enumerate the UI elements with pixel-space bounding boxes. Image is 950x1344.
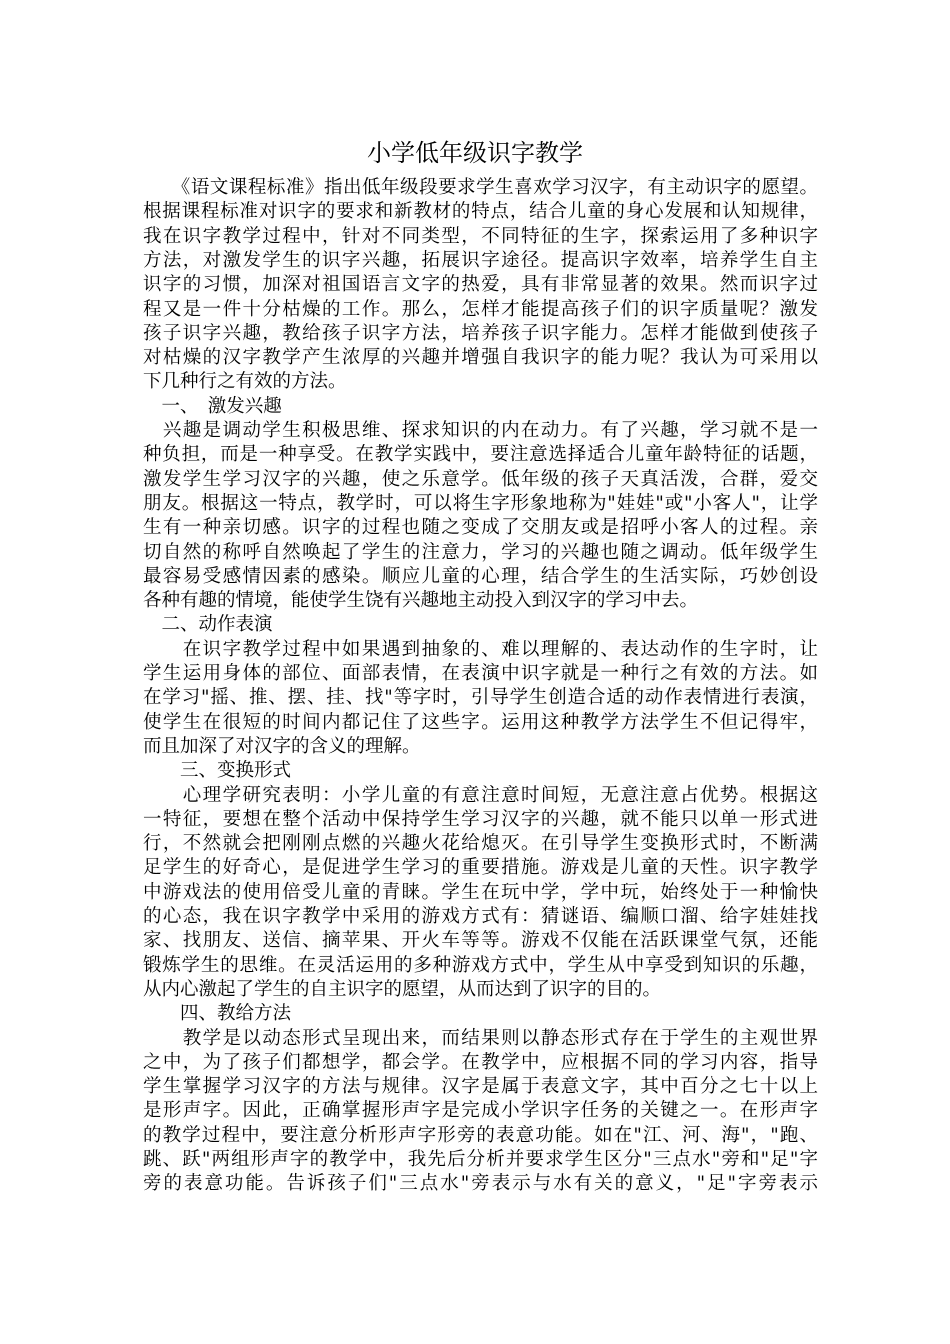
text-line: 方法，对激发学生的识字兴趣，拓展识字途径。提高识字效率，培养学生自主: [143, 249, 818, 271]
text-line: 三、变换形式: [143, 760, 292, 782]
text-line: 旁的表意功能。告诉孩子们"三点水"旁表示与水有关的意义，"足"字旁表示: [143, 1173, 818, 1195]
text-line: 孩子识字兴趣，教给孩子识字方法，培养孩子识字能力。怎样才能做到使孩子: [143, 322, 818, 344]
text-line: 激发学生学习汉字的兴趣，使之乐意学。低年级的孩子天真活泼，合群，爱交: [143, 468, 818, 490]
text-line: 四、教给方法: [143, 1003, 292, 1025]
text-line: 中游戏法的使用倍受儿童的青睐。学生在玩中学，学中玩，始终处于一种愉快: [143, 881, 818, 903]
text-line: 程又是一件十分枯燥的工作。那么，怎样才能提高孩子们的识字质量呢？激发: [143, 298, 818, 320]
text-line: 各种有趣的情境，能使学生饶有兴趣地主动投入到汉字的学习中去。: [143, 590, 699, 612]
text-line: 对枯燥的汉字教学产生浓厚的兴趣并增强自我识字的能力呢？我认为可采用以: [143, 347, 818, 369]
text-line: 的心态，我在识字教学中采用的游戏方式有：猜谜语、编顺口溜、给字娃娃找: [143, 906, 818, 927]
text-line: 跳、跃"两组形声字的教学中，我先后分析并要求学生区分"三点水"旁和"足"字: [143, 1149, 818, 1170]
text-line: 根据课程标准对识字的要求和新教材的特点，结合儿童的身心发展和认知规律，: [143, 201, 818, 223]
text-line: 学生运用身体的部位、面部表情，在表演中识字就是一种行之有效的方法。如: [143, 663, 818, 684]
text-line: 一、 激发兴趣: [143, 395, 282, 417]
text-line: 《语文课程标准》指出低年级段要求学生喜欢学习汉字，有主动识字的愿望。: [143, 177, 818, 198]
text-line: 下几种行之有效的方法。: [143, 371, 347, 393]
text-line: 而且加深了对汉字的含义的理解。: [143, 735, 421, 757]
text-line: 的教学过程中，要注意分析形声字形旁的表意功能。如在"江、河、海"，"跑、: [143, 1124, 818, 1146]
text-line: 行，不然就会把刚刚点燃的兴趣火花给熄灭。在引导学生变换形式时，不断满: [143, 833, 818, 855]
text-line: 种负担，而是一种享受。在教学实践中，要注意选择适合儿童年龄特征的话题，: [143, 444, 818, 466]
text-line: 二、动作表演: [143, 614, 273, 636]
text-line: 我在识字教学过程中，针对不同类型，不同特征的生字，探索运用了多种识字: [143, 225, 818, 247]
text-line: 足学生的好奇心，是促进学生学习的重要措施。游戏是儿童的天性。识字教学: [143, 857, 818, 879]
text-line: 最容易受感情因素的感染。顺应儿童的心理，结合学生的生活实际，巧妙创设: [143, 565, 818, 587]
text-line: 生有一种亲切感。识字的过程也随之变成了交朋友或是招呼小客人的过程。亲: [143, 517, 818, 539]
text-line: 从内心激起了学生的自主识字的愿望，从而达到了识字的目的。: [143, 978, 662, 1000]
text-line: 在学习"摇、推、摆、挂、找"等字时，引导学生创造合适的动作表情进行表演，: [143, 687, 818, 709]
text-line: 学生掌握学习汉字的方法与规律。汉字是属于表意文字，其中百分之七十以上: [143, 1076, 818, 1098]
text-line: 识字的习惯，加深对祖国语言文字的热爱，具有非常显著的效果。然而识字过: [143, 274, 818, 296]
text-line: 一特征，要想在整个活动中保持学生学习汉字的兴趣，就不能只以单一形式进: [143, 808, 818, 830]
document-title: 小学低年级识字教学: [367, 139, 583, 167]
text-line: 是形声字。因此，正确掌握形声字是完成小学识字任务的关键之一。在形声字: [143, 1100, 818, 1122]
text-line: 心理学研究表明：小学儿童的有意注意时间短，无意注意占优势。根据这: [143, 784, 818, 806]
text-line: 家、找朋友、送信、摘苹果、开火车等等。游戏不仅能在活跃课堂气氛，还能: [143, 930, 818, 952]
text-line: 切自然的称呼自然唤起了学生的注意力，学习的兴趣也随之调动。低年级学生: [143, 541, 818, 563]
text-line: 锻炼学生的思维。在灵活运用的多种游戏方式中，学生从中享受到知识的乐趣，: [143, 954, 818, 976]
text-line: 之中，为了孩子们都想学，都会学。在教学中，应根据不同的学习内容，指导: [143, 1051, 818, 1073]
text-line: 教学是以动态形式呈现出来，而结果则以静态形式存在于学生的主观世界: [143, 1027, 818, 1049]
text-line: 朋友。根据这一特点，教学时，可以将生字形象地称为"娃娃"或"小客人"，让学: [143, 492, 818, 514]
text-line: 使学生在很短的时间内都记住了这些字。运用这种教学方法学生不但记得牢，: [143, 711, 818, 733]
text-line: 兴趣是调动学生积极思维、探求知识的内在动力。有了兴趣，学习就不是一: [143, 420, 818, 441]
text-line: 在识字教学过程中如果遇到抽象的、难以理解的、表达动作的生字时，让: [143, 638, 818, 660]
